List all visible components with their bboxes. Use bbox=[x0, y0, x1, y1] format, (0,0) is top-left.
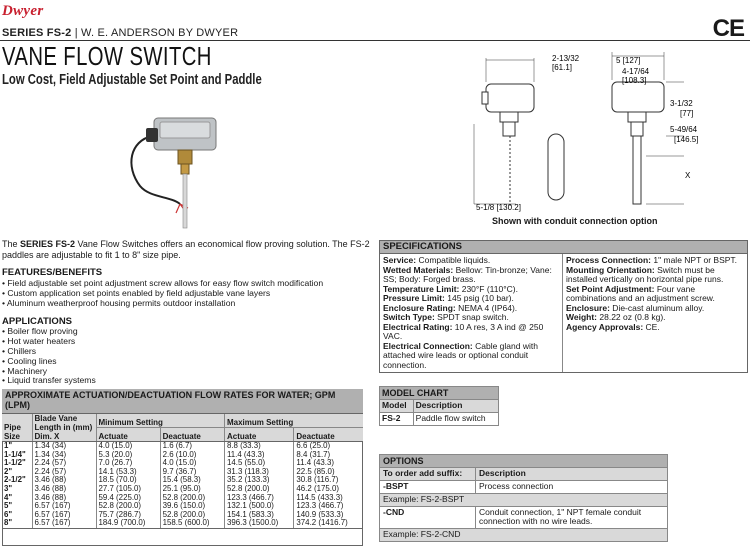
cell-vane: 1.34 (34) bbox=[32, 442, 96, 451]
cell-model: FS-2 bbox=[380, 413, 414, 426]
page-title: VANE FLOW SWITCH bbox=[2, 41, 212, 71]
table-row bbox=[380, 493, 668, 506]
model-chart-table bbox=[379, 386, 499, 426]
spec-value: Switch must be installed vertically on horizontal pipe runs. bbox=[566, 264, 724, 285]
cell-vane: 6.57 (167) bbox=[32, 519, 96, 528]
cell-pipe: 4" bbox=[2, 494, 32, 503]
cell-min-deact: 39.6 (150.0) bbox=[160, 502, 224, 511]
intro-paragraph bbox=[2, 239, 372, 260]
flow-rate-table bbox=[2, 389, 363, 529]
cell-max-deact: 30.8 (116.7) bbox=[296, 475, 339, 485]
dim-c-mm: [108.3] bbox=[622, 76, 647, 85]
list-item: • Field adjustable set point adjustment screw allows for easy flow switch modification bbox=[2, 278, 324, 288]
cell-max-deact: 8.4 (31.7) bbox=[296, 449, 331, 459]
cell-max-deact: 11.4 (43.3) bbox=[296, 458, 334, 468]
cell-min-act: 184.9 (700.0) bbox=[96, 519, 160, 528]
cell-min-deact: 25.1 (95.0) bbox=[160, 485, 224, 494]
cell-max-deact: 22.5 (85.0) bbox=[296, 466, 335, 476]
cell-description: Paddle flow switch bbox=[413, 413, 498, 426]
cell-vane: 2.24 (57) bbox=[32, 459, 96, 468]
col-description: Description bbox=[413, 400, 498, 413]
cell-min-act: 14.1 (53.3) bbox=[96, 468, 160, 477]
list-item: • Chillers bbox=[2, 345, 37, 356]
applications-list bbox=[2, 327, 96, 386]
spec-value: Compatible liquids. bbox=[416, 255, 491, 265]
spec-value: 230°F (110°C). bbox=[459, 283, 518, 294]
cell-pipe: 8" bbox=[2, 519, 32, 528]
cell-vane: 6.57 (167) bbox=[32, 502, 96, 511]
cell-pipe: 2-1/2" bbox=[2, 476, 32, 485]
col-max-deactuate: Deactuate bbox=[294, 428, 363, 442]
model-chart-heading: MODEL CHART bbox=[380, 387, 499, 400]
spec-label: Temperature Limit: bbox=[383, 283, 460, 294]
table-row bbox=[380, 506, 668, 529]
cell-pipe: 1-1/4" bbox=[2, 451, 32, 460]
spec-value: NEMA 4 (IP64). bbox=[455, 302, 518, 313]
cell-example: Example: FS-2-BSPT bbox=[380, 493, 668, 506]
cell-min-act: 27.7 (105.0) bbox=[96, 485, 160, 494]
list-item: • Aluminum weatherproof housing permits outdoor installation bbox=[2, 297, 236, 308]
specifications-heading: SPECIFICATIONS bbox=[380, 241, 747, 254]
flow-table-title: APPROXIMATE ACTUATION/DEACTUATION FLOW RATES FOR WATER; GPM (LPM) bbox=[2, 389, 363, 413]
cell-max-deact: 140.9 (533.3) bbox=[296, 509, 344, 519]
col-max-actuate: Actuate bbox=[224, 428, 293, 442]
page-subtitle: Low Cost, Field Adjustable Set Point and Paddle bbox=[2, 72, 262, 88]
dim-d: 3-1/32 bbox=[670, 99, 693, 108]
spec-label: Enclosure Rating: bbox=[383, 302, 456, 313]
spec-label: Pressure Limit: bbox=[383, 293, 445, 304]
spec-value: SPDT snap switch. bbox=[434, 312, 509, 323]
col-description: Description bbox=[476, 468, 668, 481]
cell-max-act: 52.8 (200.0) bbox=[224, 485, 293, 494]
dim-f: 5-1/8 [130.2] bbox=[476, 203, 521, 212]
dim-b: 5 [127] bbox=[616, 56, 641, 65]
cell-suffix: -BSPT bbox=[380, 481, 476, 494]
specs-right-column bbox=[563, 254, 747, 372]
specs-left-column bbox=[380, 254, 563, 372]
cell-min-act: 7.0 (26.7) bbox=[96, 459, 160, 468]
cell-vane: 6.57 (167) bbox=[32, 511, 96, 520]
table-row bbox=[380, 413, 499, 426]
spec-value: 145 psig (10 bar). bbox=[444, 293, 514, 304]
intro-rest: Vane Flow Switches offers an economical flow proving solution. The FS-2 paddles are adjustable to fit 1 to 8" size pipe. bbox=[2, 239, 370, 260]
series-brand: | W. E. ANDERSON BY DWYER bbox=[71, 27, 239, 39]
cell-min-act: 59.4 (225.0) bbox=[96, 494, 160, 503]
col-pipe-size: Pipe Size bbox=[2, 413, 32, 442]
spec-item bbox=[383, 266, 559, 285]
cell-vane: 1.34 (34) bbox=[32, 451, 96, 460]
list-item: • Machinery bbox=[2, 365, 48, 376]
ce-mark-icon: CE bbox=[712, 15, 744, 42]
spec-label: Mounting Orientation: bbox=[566, 264, 655, 275]
cell-min-deact: 9.7 (36.7) bbox=[160, 468, 224, 477]
cell-pipe: 5" bbox=[2, 502, 32, 511]
dim-x: X bbox=[685, 171, 691, 180]
list-item: • Liquid transfer systems bbox=[2, 375, 96, 386]
spec-label: Set Point Adjustment: bbox=[566, 283, 655, 294]
spec-value: 10 A res, 3 A ind @ 250 VAC. bbox=[383, 321, 544, 342]
cell-vane: 2.24 (57) bbox=[32, 468, 96, 477]
cell-pipe: 1-1/2" bbox=[2, 459, 32, 468]
series-name: SERIES FS-2 bbox=[2, 27, 72, 39]
dim-c: 4-17/64 bbox=[622, 67, 650, 76]
cell-max-deact: 374.2 (1416.7) bbox=[294, 519, 363, 528]
spec-label: Agency Approvals: bbox=[566, 321, 644, 332]
spec-value: Cable gland with attached wire leads or optional conduit connection. bbox=[383, 340, 538, 370]
spec-value: Four vane combinations and an adjustment screw. bbox=[566, 283, 715, 304]
cell-max-deact: 114.5 (433.3) bbox=[296, 492, 343, 502]
col-min-actuate: Actuate bbox=[96, 428, 160, 442]
spec-label: Switch Type: bbox=[383, 312, 435, 323]
spec-value: 1" male NPT or BSPT. bbox=[651, 255, 738, 265]
dimension-drawing bbox=[470, 44, 740, 214]
spec-item bbox=[383, 323, 559, 342]
cell-max-act: 35.2 (133.3) bbox=[224, 476, 293, 485]
spec-value: 28.22 oz (0.8 kg). bbox=[597, 312, 666, 323]
cell-min-deact: 15.4 (58.3) bbox=[160, 476, 224, 485]
spec-label: Enclosure: bbox=[566, 302, 610, 313]
col-vane-length: Blade Vane Length in (mm) Dim. X bbox=[32, 413, 96, 442]
cell-max-act: 154.1 (583.3) bbox=[224, 511, 293, 520]
cell-pipe: 2" bbox=[2, 468, 32, 477]
cell-max-act: 123.3 (466.7) bbox=[224, 494, 293, 503]
cell-max-deact: 123.3 (466.7) bbox=[296, 501, 344, 511]
features-list bbox=[2, 279, 372, 309]
table-row bbox=[380, 481, 668, 494]
spec-item bbox=[566, 323, 744, 333]
cell-vane: 3.46 (88) bbox=[32, 476, 96, 485]
cell-min-deact: 158.5 (600.0) bbox=[160, 519, 224, 528]
cell-max-act: 14.5 (55.0) bbox=[224, 459, 293, 468]
dim-e: 5-49/64 bbox=[670, 125, 698, 134]
group-minimum: Minimum Setting bbox=[96, 413, 224, 427]
spec-label: Service: bbox=[383, 255, 417, 265]
spec-label: Electrical Connection: bbox=[383, 340, 473, 351]
features-heading: FEATURES/BENEFITS bbox=[2, 267, 103, 278]
cell-vane: 3.46 (88) bbox=[32, 494, 96, 503]
table-row bbox=[380, 529, 668, 542]
cell-min-deact: 4.0 (15.0) bbox=[160, 459, 224, 468]
cell-max-act: 132.1 (500.0) bbox=[224, 502, 293, 511]
list-item: • Hot water heaters bbox=[2, 335, 76, 346]
col-model: Model bbox=[380, 400, 414, 413]
applications-heading: APPLICATIONS bbox=[2, 316, 73, 327]
spec-label: Electrical Rating: bbox=[383, 321, 453, 332]
spec-label: Process Connection: bbox=[566, 255, 652, 265]
series-line bbox=[2, 27, 238, 40]
dim-e-mm: [146.5] bbox=[674, 135, 699, 144]
cell-max-act: 396.3 (1500.0) bbox=[224, 519, 293, 528]
cell-max-act: 31.3 (118.3) bbox=[224, 468, 293, 477]
cell-description: Process connection bbox=[476, 481, 668, 494]
cell-min-deact: 52.8 (200.0) bbox=[160, 511, 224, 520]
cell-min-deact: 1.6 (6.7) bbox=[160, 442, 224, 451]
dwyer-logo: Dwyer bbox=[2, 3, 44, 19]
cell-min-act: 75.7 (286.7) bbox=[96, 511, 160, 520]
spec-item bbox=[566, 266, 744, 285]
list-item: • Custom application set points enabled by field adjustable vane layers bbox=[2, 287, 271, 298]
cell-min-act: 52.8 (200.0) bbox=[96, 502, 160, 511]
cell-pipe: 6" bbox=[2, 511, 32, 520]
cell-min-act: 4.0 (15.0) bbox=[96, 442, 160, 451]
options-heading: OPTIONS bbox=[380, 455, 668, 468]
cell-min-deact: 52.8 (200.0) bbox=[160, 494, 224, 503]
intro-series: SERIES FS-2 bbox=[20, 239, 76, 249]
cell-max-deact: 6.6 (25.0) bbox=[296, 441, 331, 451]
cell-min-act: 5.3 (20.0) bbox=[96, 451, 160, 460]
spec-value: Bellow: Tin-bronze; Vane: SS; Body: Forged brass. bbox=[383, 264, 552, 285]
specifications-box bbox=[379, 240, 748, 373]
cell-vane: 3.46 (88) bbox=[32, 485, 96, 494]
cell-max-act: 11.4 (43.3) bbox=[224, 451, 293, 460]
cell-max-act: 8.8 (33.3) bbox=[224, 442, 293, 451]
cell-min-deact: 2.6 (10.0) bbox=[160, 451, 224, 460]
dim-a: 2-13/32 bbox=[552, 54, 580, 63]
dim-a-mm: [61.1] bbox=[552, 63, 573, 72]
table-row bbox=[2, 519, 363, 528]
cell-pipe: 1" bbox=[2, 442, 32, 451]
cell-description: Conduit connection, 1" NPT female conduit connection with no wire leads. bbox=[476, 506, 668, 529]
cell-pipe: 3" bbox=[2, 485, 32, 494]
cell-suffix: -CND bbox=[380, 506, 476, 529]
cell-max-deact: 46.2 (175.0) bbox=[296, 484, 339, 493]
cell-example: Example: FS-2-CND bbox=[380, 529, 668, 542]
options-table bbox=[379, 454, 668, 542]
cell-min-act: 18.5 (70.0) bbox=[96, 476, 160, 485]
spec-item bbox=[383, 342, 559, 371]
dim-d-mm: [77] bbox=[680, 109, 694, 118]
spec-value: Die-cast aluminum alloy. bbox=[609, 302, 705, 313]
list-item: • Cooling lines bbox=[2, 355, 57, 366]
col-suffix: To order add suffix: bbox=[380, 468, 476, 481]
spec-label: Weight: bbox=[566, 312, 598, 323]
intro-pre: The bbox=[2, 239, 21, 249]
list-item: • Boiler flow proving bbox=[2, 326, 78, 336]
group-maximum: Maximum Setting bbox=[224, 413, 363, 427]
spec-value: CE. bbox=[643, 321, 660, 332]
col-min-deactuate: Deactuate bbox=[160, 428, 224, 442]
product-photo bbox=[120, 96, 250, 231]
drawing-caption: Shown with conduit connection option bbox=[492, 216, 658, 226]
spec-label: Wetted Materials: bbox=[383, 264, 454, 275]
spec-item bbox=[566, 285, 744, 304]
